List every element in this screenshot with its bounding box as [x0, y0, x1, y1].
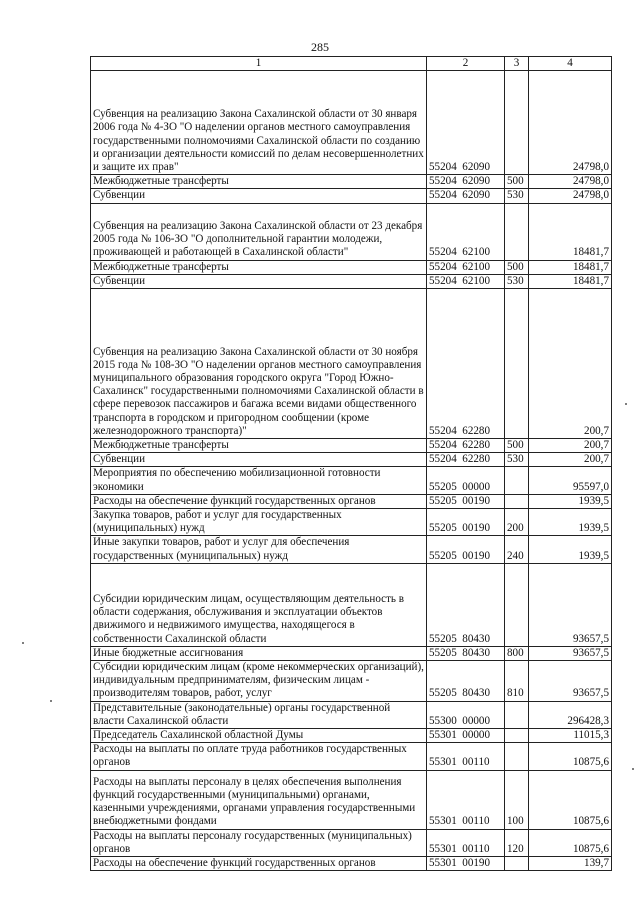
expense-type-cell: 810	[505, 661, 529, 702]
amount-cell: 139,7	[529, 857, 612, 871]
expense-type-cell	[505, 729, 529, 743]
table-row	[91, 729, 612, 743]
amount-cell: 1939,5	[529, 536, 612, 563]
table-row	[91, 536, 612, 563]
expense-name-cell: Расходы на обеспечение функций государственных органов	[91, 857, 427, 871]
expense-name-cell: Закупка товаров, работ и услуг для государственных (муниципальных) нужд	[91, 509, 427, 536]
amount-cell: 93657,5	[529, 563, 612, 646]
amount-cell: 1939,5	[529, 494, 612, 508]
table-row	[91, 829, 612, 856]
expense-type-cell: 530	[505, 274, 529, 288]
target-code-cell: 55300 00000	[427, 701, 505, 728]
target-code-cell: 55205 00000	[427, 467, 505, 494]
table-row	[91, 175, 612, 189]
expense-type-cell: 530	[505, 453, 529, 467]
scan-speck	[632, 768, 634, 770]
expense-type-cell	[505, 71, 529, 175]
target-code-cell: 55301 00000	[427, 729, 505, 743]
amount-cell: 1939,5	[529, 509, 612, 536]
expense-name-cell: Иные закупки товаров, работ и услуг для обеспечения государственных (муниципальных) нужд	[91, 536, 427, 563]
target-code-cell: 55301 00190	[427, 857, 505, 871]
table-row	[91, 743, 612, 770]
expense-type-cell	[505, 743, 529, 770]
expense-name-cell: Субвенция на реализацию Закона Сахалинской области от 30 ноября 2015 года № 108-ЗО "О наделении органов местного самоуправления муниципального образования городского округа "Город Южно-Сахалинск" государственными полномочиями Сахалинской области в сфере перевозок пассажиров и багажа всеми видами общественного транспорта в городском и пригородном сообщении (кроме железнодорожного транспорта)"	[91, 289, 427, 439]
expense-type-cell	[505, 494, 529, 508]
target-code-cell: 55205 00190	[427, 494, 505, 508]
target-code-cell: 55205 80430	[427, 563, 505, 646]
target-code-cell: 55204 62280	[427, 439, 505, 453]
target-code-cell: 55301 00110	[427, 743, 505, 770]
expense-type-cell: 100	[505, 770, 529, 829]
expense-type-cell	[505, 467, 529, 494]
expense-type-cell	[505, 289, 529, 439]
expense-type-cell	[505, 563, 529, 646]
scan-speck	[22, 642, 24, 644]
table-row	[91, 439, 612, 453]
target-code-cell: 55204 62100	[427, 203, 505, 260]
expense-name-cell: Межбюджетные трансферты	[91, 260, 427, 274]
scan-speck	[50, 700, 52, 702]
amount-cell: 18481,7	[529, 260, 612, 274]
table-header-row	[91, 57, 612, 71]
table-row	[91, 71, 612, 175]
expense-name-cell: Представительные (законодательные) органы государственной власти Сахалинской области	[91, 701, 427, 728]
target-code-cell: 55301 00110	[427, 829, 505, 856]
expense-type-cell	[505, 701, 529, 728]
expense-name-cell: Субсидии юридическим лицам, осуществляющим деятельность в области содержания, обслуживания и эксплуатации объектов движимого и недвижимого имущества, находящегося в собственности Сахалинской области	[91, 563, 427, 646]
amount-cell: 10875,6	[529, 770, 612, 829]
target-code-cell: 55205 00190	[427, 536, 505, 563]
amount-cell: 24798,0	[529, 189, 612, 203]
expense-type-cell: 240	[505, 536, 529, 563]
expense-type-cell: 530	[505, 189, 529, 203]
table-row	[91, 453, 612, 467]
expense-name-cell: Субвенции	[91, 453, 427, 467]
column-header: 1	[91, 57, 427, 71]
expense-type-cell	[505, 857, 529, 871]
expense-name-cell: Председатель Сахалинской областной Думы	[91, 729, 427, 743]
budget-table	[90, 56, 612, 871]
amount-cell: 93657,5	[529, 646, 612, 660]
expense-name-cell: Субвенция на реализацию Закона Сахалинской области от 23 декабря 2005 года № 106-ЗО "О дополнительной гарантии молодежи, проживающей и работающей в Сахалинской области"	[91, 203, 427, 260]
page-number: 285	[311, 40, 329, 54]
expense-name-cell: Расходы на выплаты по оплате труда работников государственных органов	[91, 743, 427, 770]
table-row	[91, 661, 612, 702]
table-row	[91, 274, 612, 288]
amount-cell: 24798,0	[529, 175, 612, 189]
table-row	[91, 289, 612, 439]
table-row	[91, 857, 612, 871]
table-row	[91, 494, 612, 508]
amount-cell: 10875,6	[529, 829, 612, 856]
table-row	[91, 260, 612, 274]
column-header: 4	[529, 57, 612, 71]
scan-speck	[625, 403, 627, 405]
expense-name-cell: Субсидии юридическим лицам (кроме некоммерческих организаций), индивидуальным предпринимателям, физическим лицам - производителям товаров, работ, услуг	[91, 661, 427, 702]
amount-cell: 200,7	[529, 439, 612, 453]
table-row	[91, 189, 612, 203]
expense-name-cell: Иные бюджетные ассигнования	[91, 646, 427, 660]
amount-cell: 200,7	[529, 453, 612, 467]
table-row	[91, 646, 612, 660]
expense-type-cell: 800	[505, 646, 529, 660]
amount-cell: 18481,7	[529, 274, 612, 288]
target-code-cell: 55204 62100	[427, 260, 505, 274]
target-code-cell: 55301 00110	[427, 770, 505, 829]
expense-name-cell: Мероприятия по обеспечению мобилизационной готовности экономики	[91, 467, 427, 494]
expense-name-cell: Межбюджетные трансферты	[91, 175, 427, 189]
table-row	[91, 509, 612, 536]
expense-type-cell	[505, 203, 529, 260]
target-code-cell: 55205 80430	[427, 646, 505, 660]
target-code-cell: 55204 62100	[427, 274, 505, 288]
amount-cell: 296428,3	[529, 701, 612, 728]
table-row	[91, 770, 612, 829]
amount-cell: 10875,6	[529, 743, 612, 770]
expense-name-cell: Субвенция на реализацию Закона Сахалинской области от 30 января 2006 года № 4-ЗО "О наделении органов местного самоуправления государственными полномочиями Сахалинской области по созданию и организации деятельности комиссий по делам несовершеннолетних и защите их прав"	[91, 71, 427, 175]
amount-cell: 18481,7	[529, 203, 612, 260]
expense-name-cell: Расходы на выплаты персоналу государственных (муниципальных) органов	[91, 829, 427, 856]
amount-cell: 95597,0	[529, 467, 612, 494]
table-row	[91, 701, 612, 728]
expense-type-cell: 500	[505, 175, 529, 189]
column-header: 2	[427, 57, 505, 71]
target-code-cell: 55204 62280	[427, 289, 505, 439]
expense-type-cell: 500	[505, 439, 529, 453]
target-code-cell: 55204 62090	[427, 175, 505, 189]
expense-type-cell: 500	[505, 260, 529, 274]
expense-name-cell: Субвенции	[91, 189, 427, 203]
table-row	[91, 467, 612, 494]
expense-type-cell: 120	[505, 829, 529, 856]
target-code-cell: 55204 62090	[427, 71, 505, 175]
target-code-cell: 55204 62090	[427, 189, 505, 203]
amount-cell: 200,7	[529, 289, 612, 439]
expense-type-cell: 200	[505, 509, 529, 536]
expense-name-cell: Межбюджетные трансферты	[91, 439, 427, 453]
expense-name-cell: Расходы на выплаты персоналу в целях обеспечения выполнения функций государственными (муниципальными) органами, казенными учреждениями, органами управления государственными внебюджетными фондами	[91, 770, 427, 829]
target-code-cell: 55204 62280	[427, 453, 505, 467]
amount-cell: 11015,3	[529, 729, 612, 743]
target-code-cell: 55205 00190	[427, 509, 505, 536]
expense-name-cell: Субвенции	[91, 274, 427, 288]
column-header: 3	[505, 57, 529, 71]
amount-cell: 93657,5	[529, 661, 612, 702]
target-code-cell: 55205 80430	[427, 661, 505, 702]
expense-name-cell: Расходы на обеспечение функций государственных органов	[91, 494, 427, 508]
table-row	[91, 563, 612, 646]
amount-cell: 24798,0	[529, 71, 612, 175]
table-row	[91, 203, 612, 260]
